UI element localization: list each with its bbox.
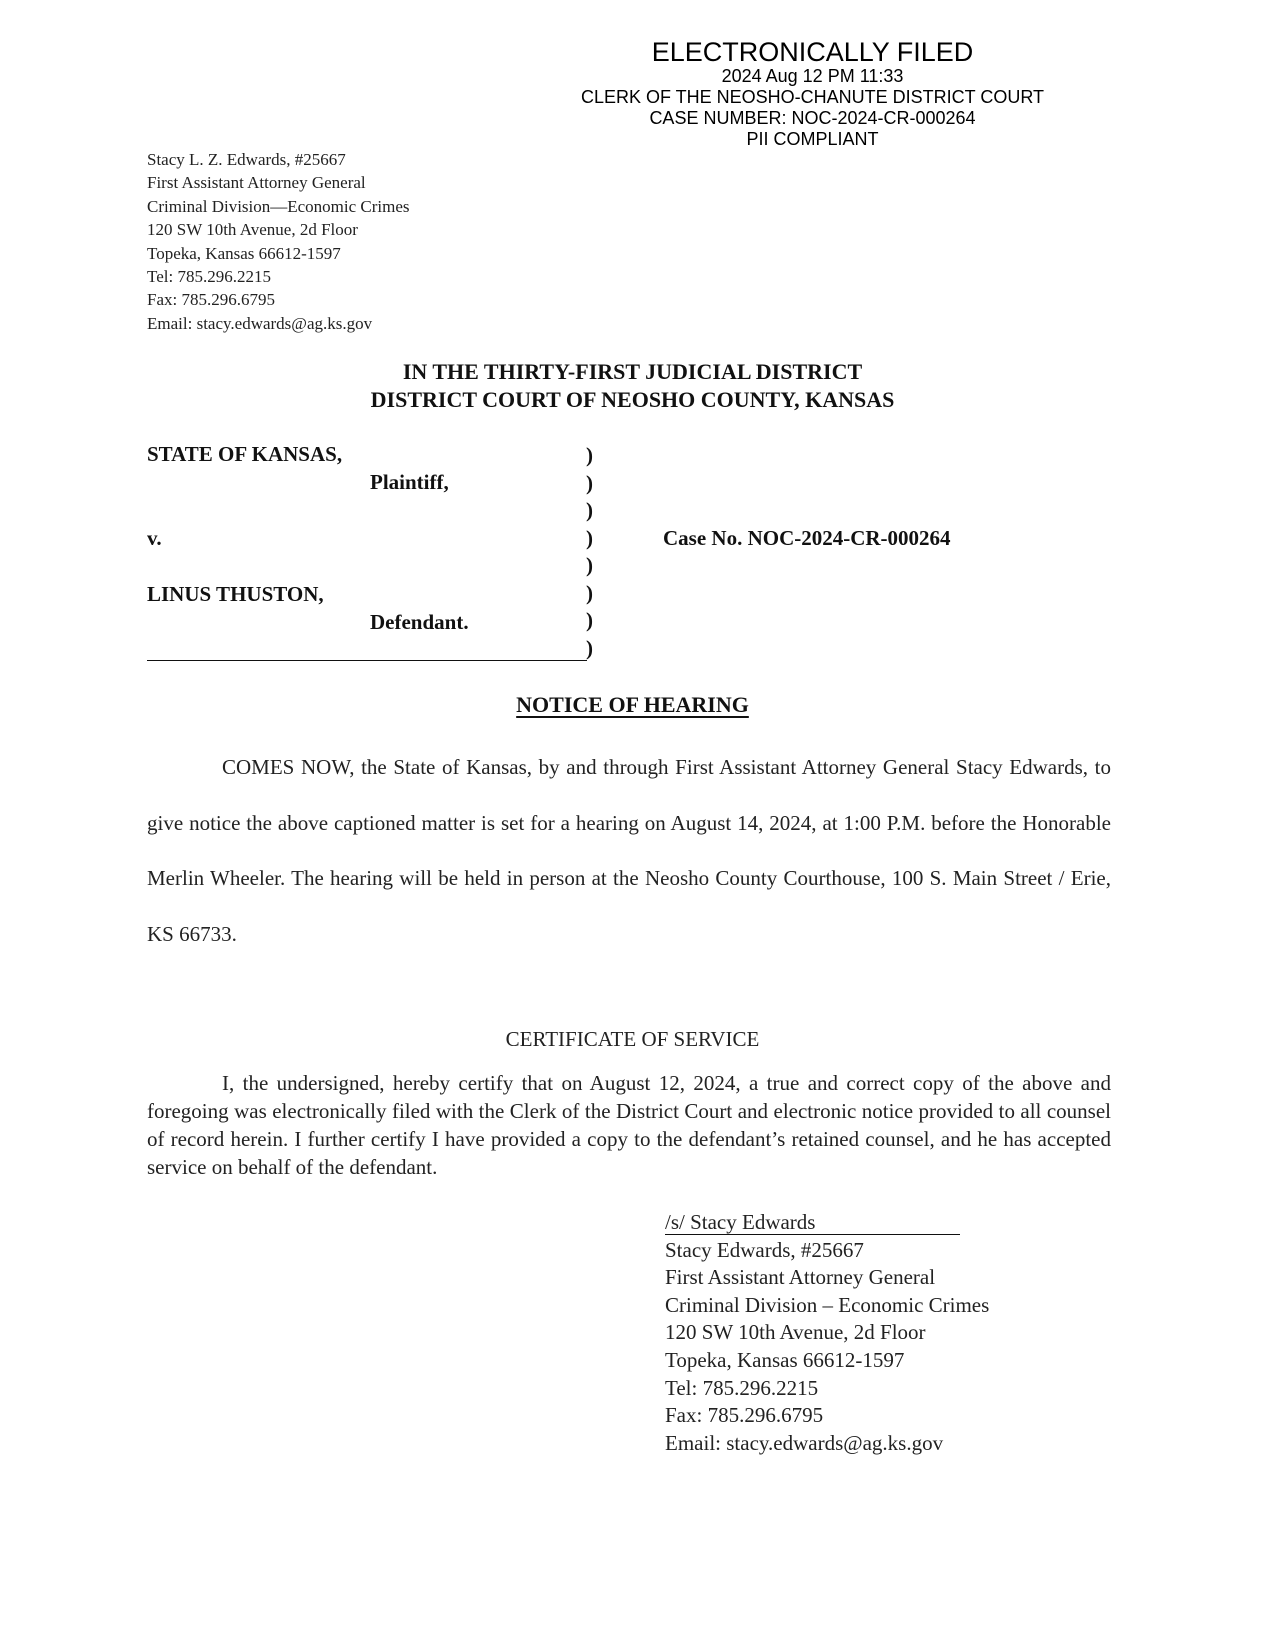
signer-name: Stacy Edwards, #25667 xyxy=(665,1237,864,1262)
certificate-title: CERTIFICATE OF SERVICE xyxy=(505,1027,760,1051)
attorney-street: 120 SW 10th Avenue, 2d Floor xyxy=(147,220,358,240)
caption-underline xyxy=(147,660,587,661)
signature-line: /s/ Stacy Edwards xyxy=(665,1210,960,1235)
attorney-tel: Tel: 785.296.2215 xyxy=(147,267,271,287)
paren: ) xyxy=(586,608,593,632)
signature-block xyxy=(665,1209,989,1457)
attorney-name: Stacy L. Z. Edwards, #25667 xyxy=(147,150,346,169)
certificate-body: I, the undersigned, hereby certify that on August 12, 2024, a true and correct copy of the above and foregoing was electronically filed with the Clerk of the District Court and electronic notice provided to all counsel of record herein. I further certify I have provided a copy to the defendant’s retained counsel, and he has accepted service on behalf of the defendant. xyxy=(147,1071,1111,1179)
plaintiff-name: STATE OF KANSAS, xyxy=(147,442,343,466)
caption-parentheses xyxy=(586,442,593,662)
paren: ) xyxy=(586,525,593,550)
paren: ) xyxy=(586,553,593,577)
signer-tel: Tel: 785.296.2215 xyxy=(665,1375,819,1400)
filing-stamp xyxy=(540,38,1085,150)
stamp-pii: PII COMPLIANT xyxy=(746,129,879,149)
defendant-name: LINUS THUSTON, xyxy=(147,582,324,606)
notice-title: NOTICE OF HEARING xyxy=(516,692,749,717)
signer-fax: Fax: 785.296.6795 xyxy=(665,1403,824,1428)
signer-title: First Assistant Attorney General xyxy=(665,1265,936,1290)
signer-division: Criminal Division – Economic Crimes xyxy=(665,1292,990,1317)
stamp-clerk: CLERK OF THE NEOSHO-CHANUTE DISTRICT COURT xyxy=(580,87,1045,107)
court-county: DISTRICT COURT OF NEOSHO COUNTY, KANSAS xyxy=(370,387,895,412)
court-district: IN THE THIRTY-FIRST JUDICIAL DISTRICT xyxy=(402,359,863,384)
versus: v. xyxy=(147,526,162,550)
stamp-case-number: CASE NUMBER: NOC-2024-CR-000264 xyxy=(649,108,976,128)
paren: ) xyxy=(586,498,593,522)
court-heading xyxy=(0,358,1265,414)
stamp-title: ELECTRONICALLY FILED xyxy=(651,37,974,67)
case-number: Case No. NOC-2024-CR-000264 xyxy=(663,526,951,550)
paren: ) xyxy=(586,443,593,467)
attorney-title: First Assistant Attorney General xyxy=(147,173,366,193)
signer-email: Email: stacy.edwards@ag.ks.gov xyxy=(665,1430,944,1455)
attorney-fax: Fax: 785.296.6795 xyxy=(147,290,275,310)
plaintiff-role: Plaintiff, xyxy=(370,470,449,494)
stamp-datetime: 2024 Aug 12 PM 11:33 xyxy=(721,66,904,86)
paren: ) xyxy=(586,470,593,495)
signer-street: 120 SW 10th Avenue, 2d Floor xyxy=(665,1320,926,1345)
attorney-division: Criminal Division—Economic Crimes xyxy=(147,196,410,216)
paren: ) xyxy=(586,580,593,605)
attorney-city: Topeka, Kansas 66612-1597 xyxy=(147,243,341,263)
attorney-email: Email: stacy.edwards@ag.ks.gov xyxy=(147,313,373,333)
signer-city: Topeka, Kansas 66612-1597 xyxy=(665,1347,905,1372)
defendant-role: Defendant. xyxy=(370,610,469,634)
attorney-header-block xyxy=(147,148,410,335)
notice-body: COMES NOW, the State of Kansas, by and through First Assistant Attorney General Stacy Edwards, to give notice the above captioned matter is set for a hearing on August 14, 2024, at 1:00 P.M. before the Honorable Merlin Wheeler. The hearing will be held in person at the Neosho County Courthouse, 100 S. Main Street / Erie, KS 66733. xyxy=(147,755,1111,946)
paren: ) xyxy=(586,635,593,660)
